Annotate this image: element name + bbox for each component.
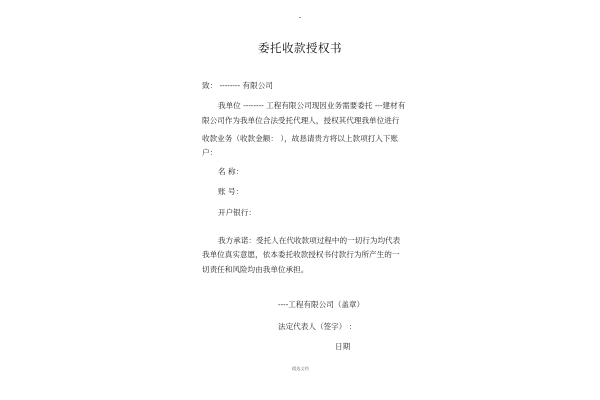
commitment-line1: 我方承诺：受托人在代收款项过程中的一切行为均代表 (218, 236, 401, 245)
paragraph1-line4: 户： (202, 148, 218, 157)
document-title: 委托收款授权书 (258, 41, 342, 55)
commitment-line3: 切责任和风险均由我单位承担。 (202, 265, 309, 274)
commitment-line2: 我单位真实意愿，依本委托收款授权书付款行为所产生的一 (202, 250, 400, 259)
page-footer: 精选文档 (292, 366, 309, 371)
addressee-line: 致： -------- 有限公司 (202, 81, 273, 90)
bank-label: 开户银行： (218, 208, 256, 217)
paragraph1-line2: 限公司作为我单位合法受托代理人，授权其代理我单位进行 (202, 116, 400, 125)
paragraph1-line1: 我单位 -------- 工程有限公司现因业务需要委托 ---建材有 (218, 101, 406, 110)
account-name-label: 名 称： (218, 167, 244, 176)
account-number-label: 账 号： (218, 187, 244, 196)
date-line: 日期 (335, 342, 351, 351)
legal-representative-line: 法定代表人（签字） ： (278, 322, 357, 331)
paragraph1-line3: 收款业务（收款金额： ），故恳请贵方将以上款项打入下账 (202, 134, 399, 143)
page-mark (299, 17, 301, 18)
company-seal-line: ----工程有限公司（盖章） (278, 300, 365, 309)
